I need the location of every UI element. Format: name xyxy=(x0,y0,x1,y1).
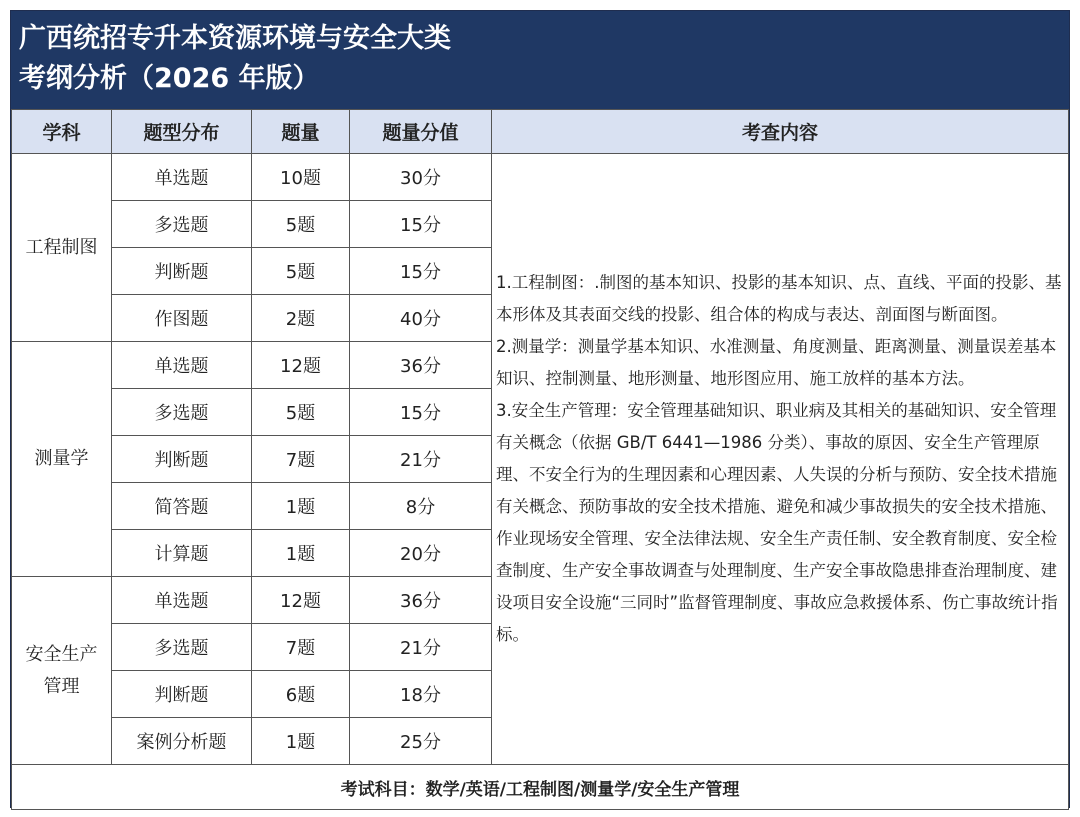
question-type: 案例分析题 xyxy=(112,718,252,765)
subject-name-line-1: 安全生产 xyxy=(25,643,98,665)
header-count: 题量 xyxy=(252,110,350,154)
question-count: 7题 xyxy=(252,624,350,671)
question-score: 8分 xyxy=(350,483,492,530)
question-count: 1题 xyxy=(252,530,350,577)
question-count: 10题 xyxy=(252,154,350,201)
question-type: 单选题 xyxy=(112,342,252,389)
question-type: 计算题 xyxy=(112,530,252,577)
exam-syllabus-table xyxy=(11,109,1069,810)
question-count: 6题 xyxy=(252,671,350,718)
question-score: 21分 xyxy=(350,624,492,671)
table-row xyxy=(12,154,1069,201)
question-count: 12题 xyxy=(252,342,350,389)
question-type: 多选题 xyxy=(112,201,252,248)
header-question-type: 题型分布 xyxy=(112,110,252,154)
question-count: 1题 xyxy=(252,718,350,765)
question-type: 多选题 xyxy=(112,624,252,671)
question-count: 5题 xyxy=(252,201,350,248)
question-type: 作图题 xyxy=(112,295,252,342)
subject-engineering-drawing: 工程制图 xyxy=(12,154,112,342)
question-score: 15分 xyxy=(350,248,492,295)
title-banner xyxy=(11,11,1069,109)
question-score: 30分 xyxy=(350,154,492,201)
question-score: 36分 xyxy=(350,342,492,389)
question-type: 单选题 xyxy=(112,577,252,624)
question-score: 25分 xyxy=(350,718,492,765)
question-score: 15分 xyxy=(350,201,492,248)
question-count: 7题 xyxy=(252,436,350,483)
question-count: 5题 xyxy=(252,389,350,436)
question-score: 18分 xyxy=(350,671,492,718)
header-content: 考查内容 xyxy=(492,110,1069,154)
question-type: 单选题 xyxy=(112,154,252,201)
title-line-2: 考纲分析（2026 年版） xyxy=(19,63,320,94)
content-cell xyxy=(492,154,1069,765)
question-count: 1题 xyxy=(252,483,350,530)
subject-surveying: 测量学 xyxy=(12,342,112,577)
subject-safety-management xyxy=(12,577,112,765)
content-safety-management: 3.安全生产管理：安全管理基础知识、职业病及其相关的基础知识、安全管理有关概念（依据 GB/T 6441—1986 分类）、事故的原因、安全生产管理原理、不安全行为的生理因素和心理因素、人失误的分析与预防、安全技术措施有关概念、预防事故的安全技术措施、避免和减少事故损失的安全技术措施、作业现场安全管理、安全法律法规、安全生产责任制、安全教育制度、安全检查制度、生产安全事故调查与处理制度、生产安全事故隐患排查治理制度、建设项目安全设施“三同时”监督管理制度、事故应急救援体系、伤亡事故统计指标。 xyxy=(496,401,1058,644)
question-type: 判断题 xyxy=(112,436,252,483)
question-type: 判断题 xyxy=(112,671,252,718)
question-score: 20分 xyxy=(350,530,492,577)
question-type: 多选题 xyxy=(112,389,252,436)
content-engineering-drawing: 1.工程制图：.制图的基本知识、投影的基本知识、点、直线、平面的投影、基本形体及其表面交线的投影、组合体的构成与表达、剖面图与断面图。 xyxy=(496,273,1062,324)
header-subject: 学科 xyxy=(12,110,112,154)
question-type: 判断题 xyxy=(112,248,252,295)
content-surveying: 2.测量学：测量学基本知识、水准测量、角度测量、距离测量、测量误差基本知识、控制测量、地形测量、地形图应用、施工放样的基本方法。 xyxy=(496,337,1057,388)
question-score: 15分 xyxy=(350,389,492,436)
question-count: 5题 xyxy=(252,248,350,295)
question-type: 简答题 xyxy=(112,483,252,530)
subject-name-line-2: 管理 xyxy=(43,675,80,697)
title-line-1: 广西统招专升本资源环境与安全大类 xyxy=(19,23,451,54)
question-score: 36分 xyxy=(350,577,492,624)
question-score: 21分 xyxy=(350,436,492,483)
table-header-row xyxy=(12,110,1069,154)
exam-subjects-footer: 考试科目：数学/英语/工程制图/测量学/安全生产管理 xyxy=(12,765,1069,810)
question-count: 2题 xyxy=(252,295,350,342)
document-frame xyxy=(10,10,1070,808)
question-score: 40分 xyxy=(350,295,492,342)
header-score: 题量分值 xyxy=(350,110,492,154)
footer-row xyxy=(12,765,1069,810)
question-count: 12题 xyxy=(252,577,350,624)
